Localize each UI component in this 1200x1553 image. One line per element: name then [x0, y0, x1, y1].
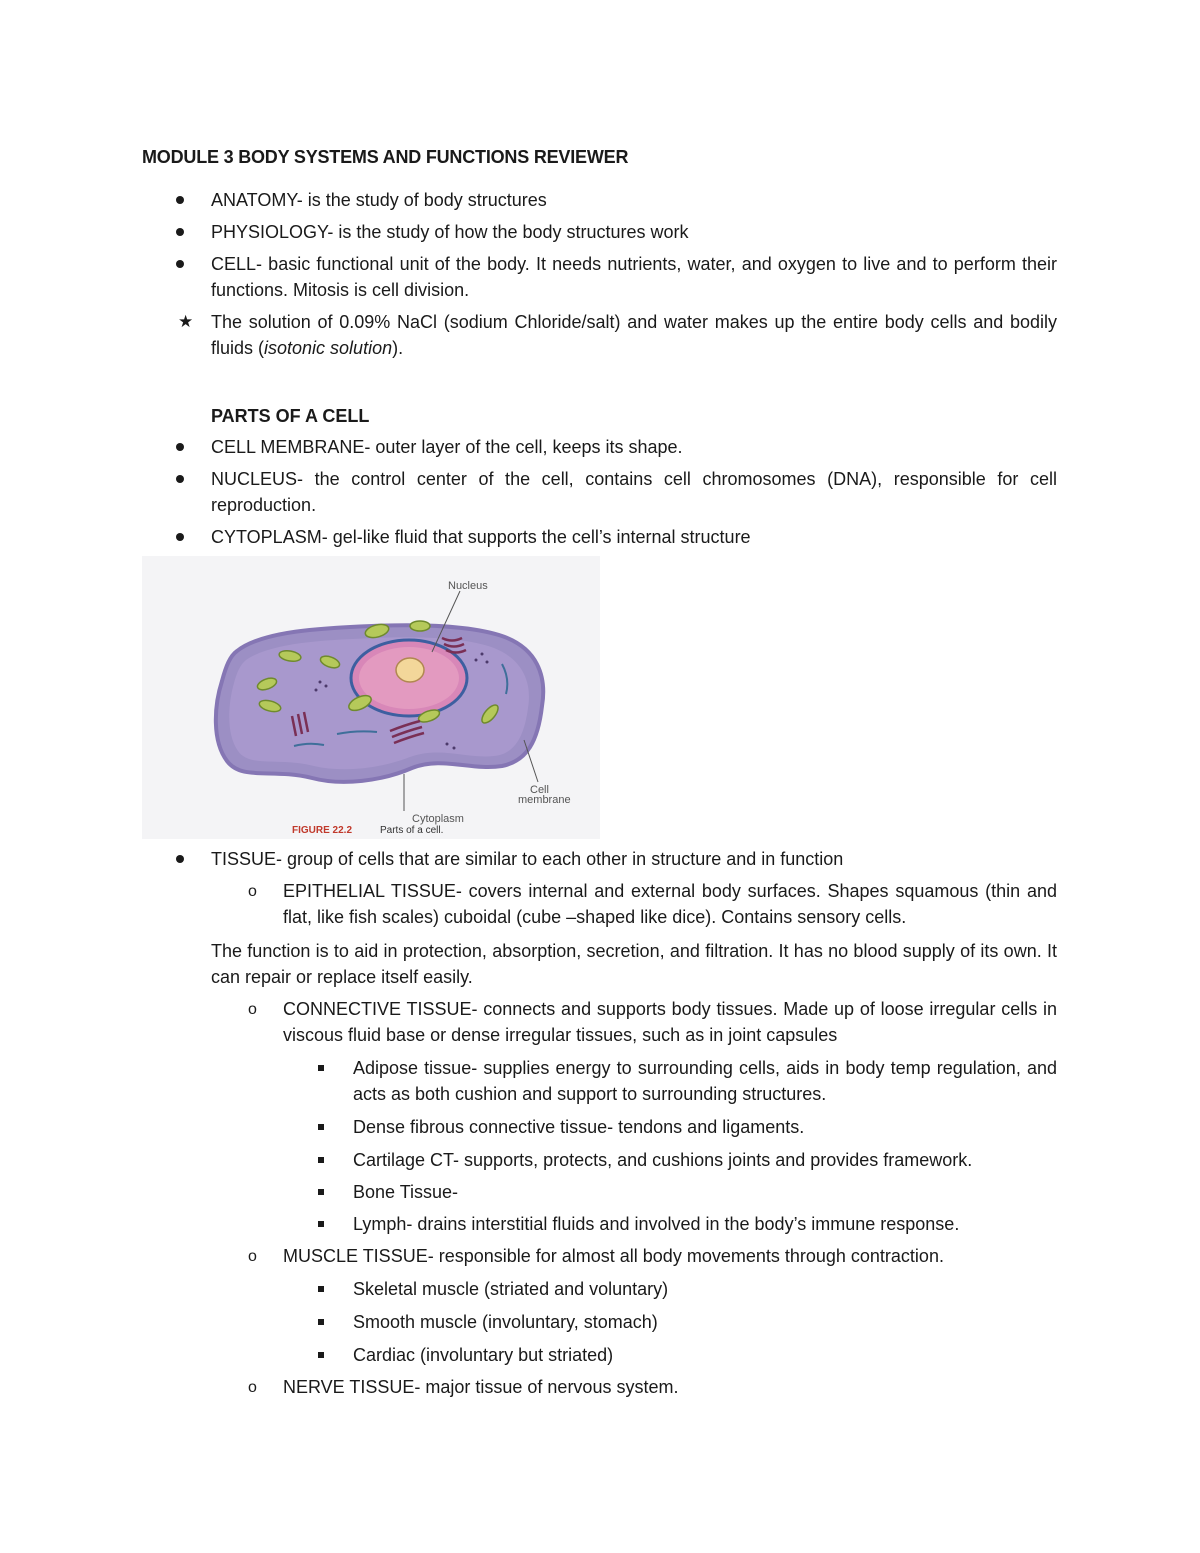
list-item-text: CELL MEMBRANE- outer layer of the cell, keeps its shape.	[211, 437, 683, 457]
list-item	[353, 1055, 1057, 1107]
list-item-text: CELL- basic functional unit of the body. It needs nutrients, water, and oxygen to live and to perform their functions. Mitosis is cell division.	[211, 254, 1057, 300]
list-item	[283, 1243, 1057, 1269]
list-item-text: ANATOMY- is the study of body structures	[211, 190, 547, 210]
square-bullet-icon	[318, 1221, 324, 1227]
star-note-end: ).	[392, 338, 404, 358]
list-item-text: CYTOPLASM- gel-like fluid that supports the cell’s internal structure	[211, 527, 751, 547]
list-item-text: Smooth muscle (involuntary, stomach)	[353, 1312, 658, 1332]
list-item	[353, 1342, 1057, 1368]
label-cytoplasm: Cytoplasm	[412, 813, 464, 825]
list-item	[353, 1147, 1057, 1173]
bullet-dot	[176, 228, 184, 236]
list-item	[353, 1309, 1057, 1335]
list-item-text: NERVE TISSUE- major tissue of nervous system.	[283, 1377, 679, 1397]
bullet-dot	[176, 260, 184, 268]
bullet-dot	[176, 855, 184, 863]
list-item-text: NUCLEUS- the control center of the cell, contains cell chromosomes (DNA), responsible for cell reproduction.	[211, 469, 1057, 515]
list-item-text: Adipose tissue- supplies energy to surrounding cells, aids in body temp regulation, and acts as both cushion and support to surrounding structures.	[353, 1058, 1057, 1104]
bullet-dot	[176, 475, 184, 483]
list-item-text: MUSCLE TISSUE- responsible for almost all body movements through contraction.	[283, 1246, 944, 1266]
list-item-text: Dense fibrous connective tissue- tendons and ligaments.	[353, 1117, 805, 1137]
star-note	[211, 309, 1057, 361]
list-item	[211, 524, 1057, 550]
list-item	[211, 251, 1057, 303]
bullet-dot	[176, 443, 184, 451]
list-item	[353, 1211, 1057, 1237]
label-membrane-2: membrane	[518, 794, 571, 806]
page-title: MODULE 3 BODY SYSTEMS AND FUNCTIONS REVIEWER	[142, 147, 629, 167]
parts-heading: PARTS OF A CELL	[211, 406, 370, 426]
square-bullet-icon	[318, 1124, 324, 1130]
list-item-text: Cardiac (involuntary but striated)	[353, 1345, 614, 1365]
list-item	[211, 219, 1057, 245]
square-bullet-icon	[318, 1189, 324, 1195]
square-bullet-icon	[318, 1065, 324, 1071]
square-bullet-icon	[318, 1157, 324, 1163]
list-item-text: CONNECTIVE TISSUE- connects and supports body tissues. Made up of loose irregular cells in viscous fluid base or dense irregular tissues, such as in joint capsules	[283, 999, 1057, 1045]
epithelial-function: The function is to aid in protection, absorption, secretion, and filtration. It has no blood supply of its own. It can repair or replace itself easily.	[211, 941, 1057, 987]
square-bullet-icon	[318, 1319, 324, 1325]
nucleolus-shape	[396, 658, 424, 682]
star-icon: ★	[178, 312, 194, 331]
square-bullet-icon	[318, 1286, 324, 1292]
star-note-italic: isotonic solution	[264, 338, 393, 358]
bullet-dot	[176, 533, 184, 541]
list-item-text: Cartilage CT- supports, protects, and cushions joints and provides framework.	[353, 1150, 973, 1170]
list-item	[353, 1179, 1057, 1205]
list-item	[283, 996, 1057, 1048]
list-item	[283, 1374, 1057, 1400]
figure-number: FIGURE 22.2	[292, 825, 353, 836]
list-item	[211, 846, 1057, 872]
bullet-dot	[176, 196, 184, 204]
figure-caption: Parts of a cell.	[380, 825, 444, 836]
circle-bullet-icon: o	[248, 1379, 257, 1396]
list-item	[283, 878, 1057, 930]
star-note-text: The solution of 0.09% NaCl (sodium Chloride/salt) and water makes up the entire body cells and bodily fluids (	[211, 312, 1057, 358]
list-item-text: Lymph- drains interstitial fluids and involved in the body’s immune response.	[353, 1214, 960, 1234]
list-item	[353, 1114, 1057, 1140]
list-item-text: PHYSIOLOGY- is the study of how the body structures work	[211, 222, 689, 242]
list-item	[211, 466, 1057, 518]
list-item-text: Skeletal muscle (striated and voluntary)	[353, 1279, 669, 1299]
list-item-text: TISSUE- group of cells that are similar to each other in structure and in function	[211, 849, 844, 869]
list-item	[211, 434, 1057, 460]
label-membrane: Cell	[530, 784, 549, 796]
label-nucleus: Nucleus	[448, 580, 488, 592]
circle-bullet-icon: o	[248, 1001, 257, 1018]
square-bullet-icon	[318, 1352, 324, 1358]
list-item	[211, 187, 1057, 213]
list-item-text: EPITHELIAL TISSUE- covers internal and external body surfaces. Shapes squamous (thin and flat, like fish scales) cuboidal (cube –shaped like dice). Contains sensory cells.	[283, 881, 1057, 927]
list-item	[353, 1276, 1057, 1302]
cell-diagram	[142, 556, 600, 839]
circle-bullet-icon: o	[248, 883, 257, 900]
list-item-text: Bone Tissue-	[353, 1182, 459, 1202]
circle-bullet-icon: o	[248, 1248, 257, 1265]
